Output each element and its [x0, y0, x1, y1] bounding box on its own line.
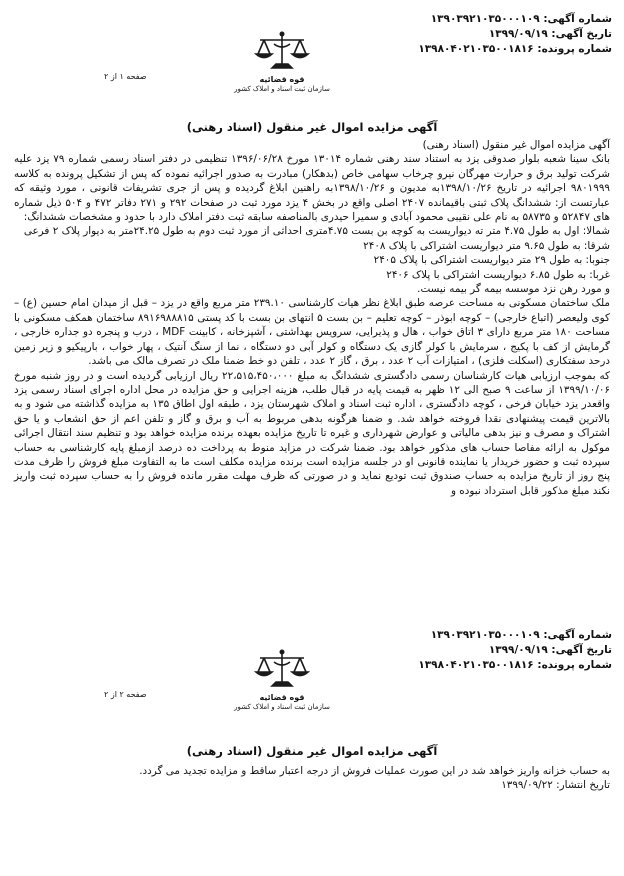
logo-caption-bottom: سازمان ثبت اسناد و املاک کشور — [234, 85, 330, 93]
logo-caption-top: قوه قضائیه — [259, 693, 305, 702]
scales-of-justice-icon — [250, 30, 314, 74]
body-paragraph: که بموجب ارزیابی هیات کارشناسان رسمی دادگستری ششدانگ به مبلغ ۲۲،۵۱۵،۴۵۰،۰۰۰ ریال ارزیابی گردیده است و در روز شنبه مورخ ۱۳۹۹/۱۰/۰۶ از ساعت ۹ صبح الی ۱۲ ظهر به قیمت پایه در قبال طلب، هزینه اجرایی و حق مزایده در محل اداره اجرای اسناد رسمی یزد واقعدر یزد خیابان فرخی ، کوچه دادگستری ، اداره ثبت اسناد و املاک شهرستان یزد ، طبقه اول اطاق ۱۳۵ به مزایده گذاشته می شود و به بالاترین قیمت پیشنهادی نقدا فروخته خواهد شد. و ضمنا هرگونه بدهی مربوط به آب و برق و گاز و تلفن اعم از حق انشعاب و یا حق اشتراک و مصرف و نیز بدهی مالیاتی و عوارض شهرداری و غیره تا تاریخ مزایده بعهده برنده مزایده خواهد بود و تنظیم سند انتقال اجرائی موکول به ارائه مفاصا حساب های مذکور خواهد بود. ضمنا شرکت در مزاید منوط به پرداخت ده درصد ازمبلغ پایه کارشناسی به حساب سپرده ثبت و حضور خریدار یا نماینده قانونی او در جلسه مزایده است برنده مزایده مکلف است ما به التفاوت مبلغ فروش را ظرف مدت پنج روز از تاریخ مزایده به حساب صندوق ثبت تودیع نماید و در صورتی که ظرف مهلت مقرر مانده فروش را به حساب سپرده ثبت واریز نکند مبلغ مذکور قابل استرداد نبوده و — [14, 369, 610, 497]
body-paragraph: ملک ساختمان مسکونی به مساحت عرصه طبق ابلاغ نظر هیات کارشناسی ۲۳۹.۱۰ متر مربع واقع در یزد – قبل از میدان امام حسین (ع) – کوی ولیعصر (اتباع خارجی) – کوچه ابوذر – کوچه تعلیم – بن بست ۵ انتهای بن بست با کد پستی ۸۹۱۶۹۸۸۸۱۵ ساختمان همکف مسکونی با مساحت ۱۸۰ متر مربع دارای ۳ اتاق خواب ، هال و پذیرایی، سرویس بهداشتی ، آشپزخانه ، کابینت MDF ، درب و پنجره دو جداره خارجی ، گرمایش از کف با پکیج ، سرمایش با کولر گازی یک دستگاه و کولر آبی دو دستگاه ، نما از سنگ آنتیک ، پهار خواب ، بارپیکیو و زیر زمین درحد سفتکاری (اسکلت فلزی) ، امتیازات آب ۲ عدد ، برق ، گاز ۲ عدد ، تلفن دو خط ضمنا ملک در تصرف مالک می باشد. — [14, 297, 610, 368]
notice-body — [14, 764, 610, 793]
notice-body — [14, 138, 610, 498]
notice-number: شماره آگهی: ۱۳۹۰۳۹۲۱۰۳۵۰۰۰۱۰۹ — [430, 629, 612, 641]
notice-meta-block — [418, 628, 612, 673]
boundary-east: شرقا: به طول ۹.۶۵ متر دیواریست اشتراکی با پلاک ۲۴۰۸ — [363, 239, 610, 252]
logo-caption-bottom: سازمان ثبت اسناد و املاک کشور — [234, 703, 330, 711]
judiciary-logo — [232, 30, 332, 93]
body-paragraph: بانک سینا شعبه بلوار صدوقی یزد به استناد سند رهنی شماره ۱۳۰۱۴ مورخ ۱۳۹۶/۰۶/۲۸ تنظیمی در دفتر اسناد رسمی شماره ۷۹ یزد علیه شرکت تولید برق و حرارت مهرگان نیرو چرخاب سهامی خاص (بدهکار) مبادرت به صدور اجرائیه نموده که پس از تشکیل پرونده به کلاسه ۹۸۰۱۹۹۹ اجرائیه در تاریخ ۱۳۹۸/۱۰/۲۶به مدیون و ۱۳۹۸/۱۰/۲۶به راهنین ابلاغ گردیده و پس از جری تشریفات قانونی ، مورد وثیقه که عبارتست از: ششدانگ پلاک ثبتی باقیمانده ۲۴۰۷ اصلی واقع در بخش ۴ یزد مورد ثبت در صفحات ۲۹۲ و ۲۷۱ دفاتر ۴۷۲ و ۵۰۴ ذیل شماره های ۵۲۸۴۷ و ۵۸۷۳۵ به نام علی نقیبی محمود آبادی و سمیرا حیدری بالمناصفه سابقه ثبت دفتر املاک دارد با حدود و مشخصات ششدانگ: — [14, 153, 611, 224]
logo-caption-top: قوه قضائیه — [259, 75, 305, 84]
boundary-west: غربا: به طول ۶.۸۵ دیواریست اشتراکی با پلاک ۲۴۰۶ — [386, 268, 610, 281]
body-paragraph: به حساب خزانه واریز خواهد شد در این صورت عملیات فروش از درجه اعتبار ساقط و مزایده تجدید می گردد. — [139, 765, 610, 777]
notice-title: آگهی مزایده اموال غیر منقول (اسناد رهنی) — [186, 120, 438, 134]
notice-date: تاریخ آگهی: ۱۳۹۹/۰۹/۱۹ — [488, 28, 612, 40]
page-number-label: صفحه ۱ از ۲ — [104, 72, 147, 81]
notice-meta-block — [418, 12, 612, 57]
file-number: شماره پرونده: ۱۳۹۸۰۴۰۲۱۰۳۵۰۰۱۸۱۶ — [418, 43, 612, 55]
judiciary-logo — [232, 648, 332, 711]
body-paragraph: آگهی مزایده اموال غیر منقول (اسناد رهنی) — [422, 139, 610, 151]
body-paragraph: و مورد رهن نزد موسسه بیمه گر بیمه نیست. — [417, 283, 610, 296]
notice-title: آگهی مزایده اموال غیر منقول (اسناد رهنی) — [186, 744, 438, 758]
page-number-label: صفحه ۲ از ۲ — [104, 690, 147, 699]
file-number: شماره پرونده: ۱۳۹۸۰۴۰۲۱۰۳۵۰۰۱۸۱۶ — [418, 659, 612, 671]
publication-date: تاریخ انتشار: ۱۳۹۹/۰۹/۲۲ — [501, 779, 610, 792]
scales-of-justice-icon — [250, 648, 314, 692]
notice-number: شماره آگهی: ۱۳۹۰۳۹۲۱۰۳۵۰۰۰۱۰۹ — [430, 13, 612, 25]
boundary-north: شمالا: اول به طول ۴.۷۵ متر ته دیواریست به کوچه بن بست ۴.۷۵متری احداثی از مورد ثبت دوم به طول ۲۴.۲۵متر به دیوار پلاک ۲ فرعی — [23, 225, 610, 238]
boundary-south: جنوبا: به طول ۲۹ متر دیواریست اشتراکی با پلاک ۲۴۰۵ — [373, 254, 610, 267]
notice-date: تاریخ آگهی: ۱۳۹۹/۰۹/۱۹ — [488, 644, 612, 656]
